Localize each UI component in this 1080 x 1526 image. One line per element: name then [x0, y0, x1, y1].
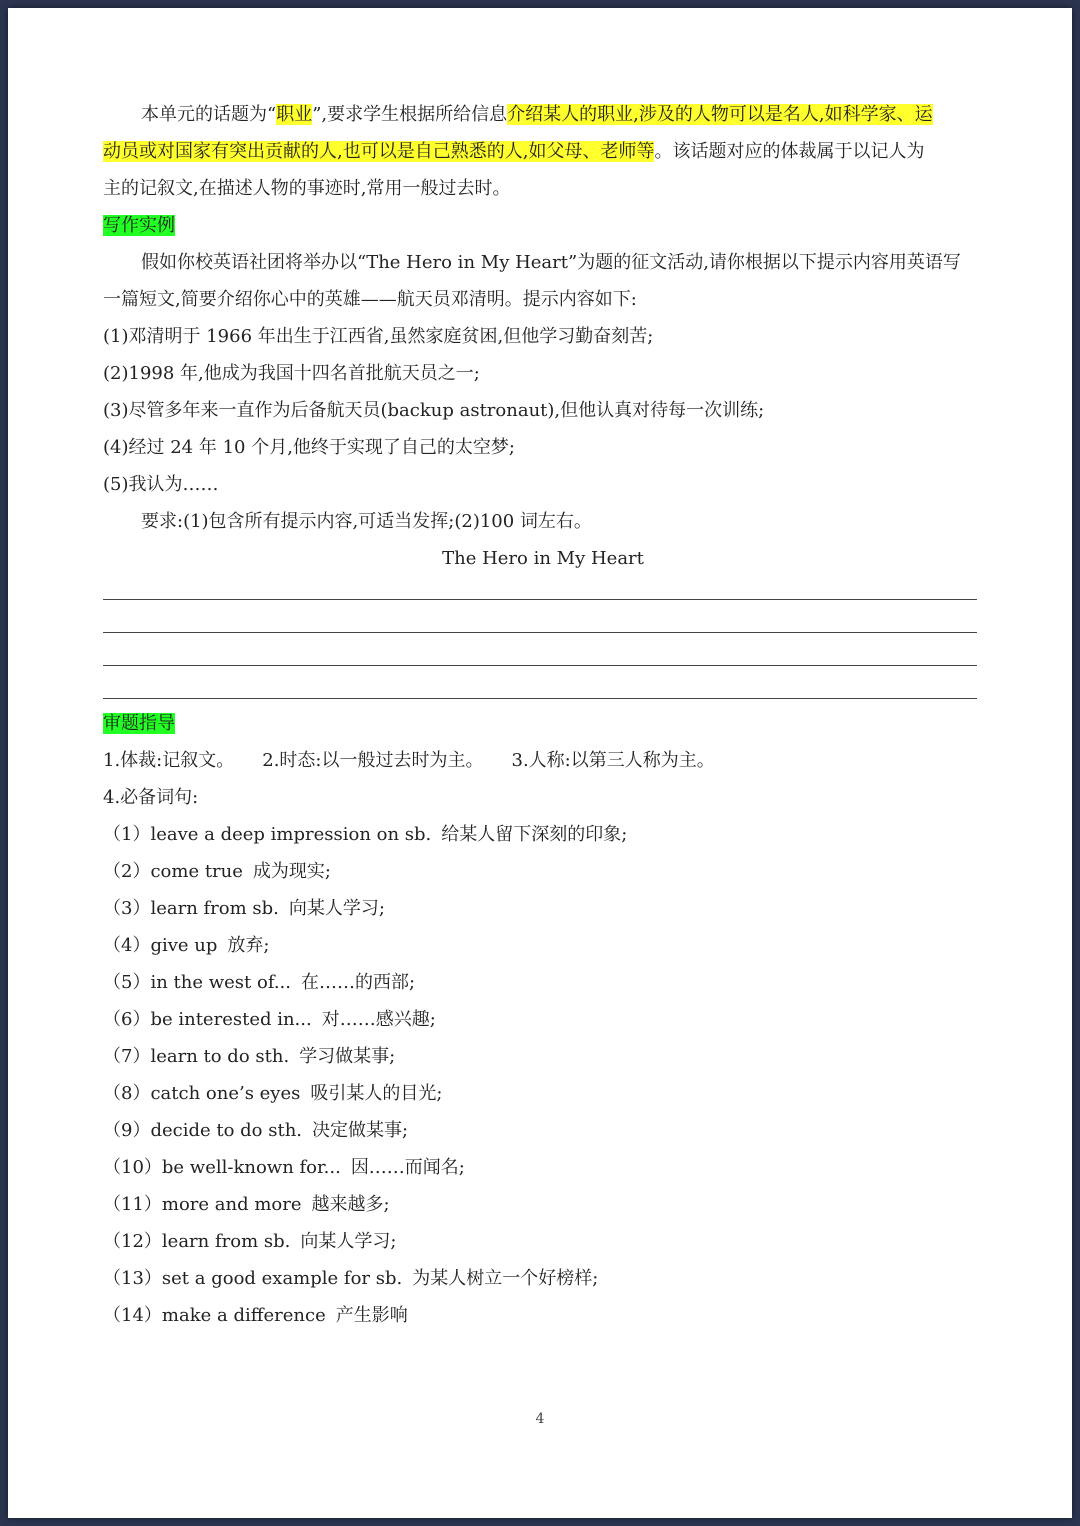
vocab-phrase-en: learn from sb.: [161, 1231, 291, 1252]
task-requirement: 要求:(1)包含所有提示内容,可适当发挥;(2)100 词左右。: [141, 511, 592, 532]
vocab-meaning-zh: 越来越多;: [311, 1194, 390, 1215]
vocab-meaning-zh: 放弃;: [227, 935, 270, 956]
intro-text: 。该话题对应的体裁属于以记人为: [654, 141, 925, 162]
vocab-number: （7）: [103, 1046, 151, 1067]
vocab-phrase-en: leave a deep impression on sb.: [150, 824, 432, 845]
vocab-number: （5）: [103, 972, 151, 993]
vocab-meaning-zh: 因……而闻名;: [350, 1157, 465, 1178]
vocab-phrase-en: learn from sb.: [150, 898, 279, 919]
vocab-meaning-zh: 决定做某事;: [312, 1120, 409, 1141]
vocab-meaning-zh: 在……的西部;: [301, 972, 416, 993]
vocab-number: （1）: [103, 824, 151, 845]
vocab-phrase-en: set a good example for sb.: [161, 1268, 403, 1289]
vocab-meaning-zh: 向某人学习;: [288, 898, 385, 919]
task-point-5: (5)我认为……: [103, 474, 219, 495]
highlight-requirement-cont: 动员或对国家有突出贡献的人,也可以是自己熟悉的人,如父母、老师等: [103, 141, 655, 162]
page-number: 4: [535, 1411, 545, 1427]
vocab-meaning-zh: 学习做某事;: [299, 1046, 396, 1067]
vocab-item: [103, 971, 415, 995]
vocab-meaning-zh: 成为现实;: [252, 861, 331, 882]
intro-line-2: [103, 140, 924, 164]
vocab-number: （8）: [103, 1083, 151, 1104]
section-heading-guide: [103, 712, 175, 736]
vocab-meaning-zh: 产生影响: [335, 1305, 408, 1326]
vocab-phrase-en: be interested in...: [150, 1009, 312, 1030]
section-title: 审题指导: [103, 713, 175, 734]
vocab-number: （14）: [103, 1305, 162, 1326]
vocab-phrase-en: in the west of...: [150, 972, 291, 993]
vocab-number: （3）: [103, 898, 151, 919]
writing-line: [103, 665, 977, 666]
vocab-item: [103, 1156, 465, 1180]
task-point-1: (1)邓清明于 1966 年出生于江西省,虽然家庭贫困,但他学习勤奋刻苦;: [103, 326, 654, 347]
vocab-meaning-zh: 为某人树立一个好榜样;: [412, 1268, 599, 1289]
vocab-item: [103, 860, 331, 884]
vocab-item: [103, 1304, 408, 1328]
task-line-2: 一篇短文,简要介绍你心中的英雄——航天员邓清明。提示内容如下:: [103, 289, 637, 310]
task-point-4: (4)经过 24 年 10 个月,他终于实现了自己的太空梦;: [103, 437, 515, 458]
vocab-phrase-en: decide to do sth.: [150, 1120, 303, 1141]
vocab-item: [103, 823, 627, 847]
intro-text: ”,要求学生根据所给信息: [312, 104, 508, 125]
vocab-item: [103, 1082, 442, 1106]
vocab-number: （4）: [103, 935, 151, 956]
guide-summary: [103, 749, 715, 773]
highlight-requirement: 介绍某人的职业,涉及的人物可以是名人,如科学家、运: [507, 104, 933, 125]
intro-text: 本单元的话题为“: [141, 104, 277, 125]
guide-tense: 2.时态:以一般过去时为主。: [262, 750, 484, 771]
intro-line-1: [103, 103, 933, 127]
vocab-number: （2）: [103, 861, 151, 882]
vocab-meaning-zh: 对……感兴趣;: [321, 1009, 436, 1030]
task-line-1: 假如你校英语社团将举办以“The Hero in My Heart”为题的征文活动,请你根据以下提示内容用英语写: [141, 252, 961, 273]
vocab-item: [103, 1008, 436, 1032]
writing-line: [103, 698, 977, 699]
vocab-number: （12）: [103, 1231, 162, 1252]
essay-title: The Hero in My Heart: [442, 548, 644, 569]
vocab-item: [103, 1230, 396, 1254]
vocab-phrase-en: make a difference: [161, 1305, 326, 1326]
guide-person: 3.人称:以第三人称为主。: [511, 750, 715, 771]
task-point-3: (3)尽管多年来一直作为后备航天员(backup astronaut),但他认真对待每一次训练;: [103, 400, 765, 421]
writing-line: [103, 632, 977, 633]
vocab-meaning-zh: 向某人学习;: [300, 1231, 397, 1252]
task-point-2: (2)1998 年,他成为我国十四名首批航天员之一;: [103, 363, 480, 384]
section-title: 写作实例: [103, 215, 175, 236]
writing-line: [103, 599, 977, 600]
vocab-phrase-en: more and more: [161, 1194, 302, 1215]
vocab-number: （13）: [103, 1268, 162, 1289]
vocab-item: [103, 1193, 390, 1217]
vocab-number: （10）: [103, 1157, 162, 1178]
vocab-item: [103, 1045, 395, 1069]
vocab-item: [103, 897, 385, 921]
vocab-number: （6）: [103, 1009, 151, 1030]
vocab-number: （9）: [103, 1120, 151, 1141]
document-page: [8, 8, 1072, 1518]
vocab-item: [103, 934, 269, 958]
vocab-item: [103, 1119, 408, 1143]
vocab-phrase-en: learn to do sth.: [150, 1046, 290, 1067]
vocab-number: （11）: [103, 1194, 162, 1215]
vocab-phrase-en: be well-known for...: [161, 1157, 341, 1178]
vocab-heading: 4.必备词句:: [103, 787, 199, 808]
section-heading-example: [103, 214, 175, 238]
vocab-item: [103, 1267, 598, 1291]
highlight-topic: 职业: [276, 104, 313, 125]
vocab-phrase-en: come true: [150, 861, 243, 882]
vocab-phrase-en: catch one’s eyes: [150, 1083, 301, 1104]
intro-line-3: 主的记叙文,在描述人物的事迹时,常用一般过去时。: [103, 178, 511, 199]
vocab-phrase-en: give up: [150, 935, 218, 956]
vocab-meaning-zh: 给某人留下深刻的印象;: [441, 824, 628, 845]
vocab-meaning-zh: 吸引某人的目光;: [310, 1083, 443, 1104]
guide-genre: 1.体裁:记叙文。: [103, 750, 235, 771]
